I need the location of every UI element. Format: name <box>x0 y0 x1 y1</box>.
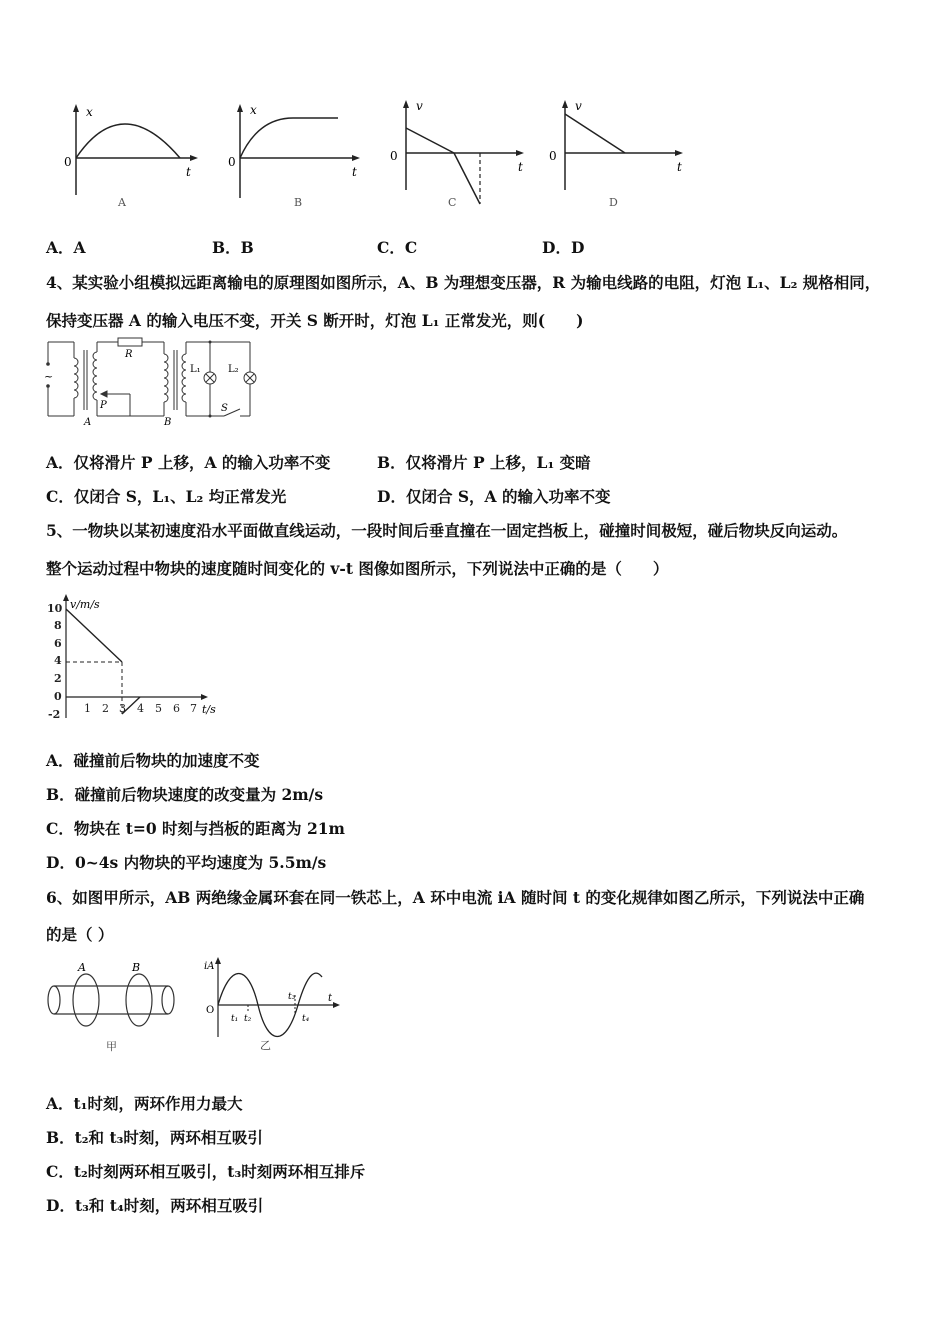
q5-vt-graph <box>44 592 229 727</box>
q3c-origin: 0 <box>390 149 398 163</box>
q3-option-a[interactable]: A．A <box>46 238 86 257</box>
q3d-xlabel: t <box>677 160 682 174</box>
ring-a-label: A <box>78 961 86 974</box>
q6-option-b[interactable]: B．t₂和 t₃时刻，两环相互吸引 <box>46 1128 263 1147</box>
xtick-3: 3 <box>119 702 126 715</box>
yi-t2: t₂ <box>244 1014 252 1024</box>
q3b-origin: 0 <box>228 155 236 169</box>
q5-stem-line2: 整个运动过程中物块的速度随时间变化的 v-t 图像如图所示，下列说法中正确的是（ ） <box>46 559 669 578</box>
q3-graph-a <box>52 100 202 215</box>
switch-label: S <box>221 403 228 414</box>
xtick-4: 4 <box>137 702 144 715</box>
q3a-origin: 0 <box>64 155 72 169</box>
figure-jia-caption: 甲 <box>106 1040 117 1053</box>
lamp-l1-label: L₁ <box>190 364 201 375</box>
resistor-label: R <box>125 349 133 360</box>
q6-figure-jia <box>44 958 184 1058</box>
ytick-10: 10 <box>47 602 63 615</box>
q6-option-c[interactable]: C．t₂时刻两环相互吸引，t₃时刻两环相互排斥 <box>46 1162 366 1181</box>
q6-stem-line1: 6、如图甲所示，AB 两绝缘金属环套在同一铁芯上，A 环中电流 iA 随时间 t 的变化规律如图乙所示，下列说法中正确 <box>46 888 865 907</box>
q6-stem-line2: 的是（ ） <box>46 925 114 944</box>
q3-graph-b <box>218 100 368 215</box>
q6-figure-yi <box>198 955 348 1055</box>
figure-yi-caption: 乙 <box>260 1039 271 1052</box>
q5-option-b[interactable]: B．碰撞前后物块速度的改变量为 2m/s <box>46 785 324 804</box>
q3a-caption: A <box>118 196 126 209</box>
q4-stem-line2: 保持变压器 A 的输入电压不变，开关 S 断开时，灯泡 L₁ 正常发光，则( ) <box>46 311 584 330</box>
ytick-4: 4 <box>54 654 62 667</box>
q3b-caption: B <box>294 196 303 209</box>
q6-option-a[interactable]: A．t₁时刻，两环作用力最大 <box>46 1094 243 1113</box>
transformer-a-label: A <box>84 417 92 426</box>
yi-t1: t₁ <box>231 1014 239 1024</box>
yi-ylabel: iA <box>204 961 215 972</box>
yi-t4: t₄ <box>302 1014 310 1024</box>
ac-source-symbol: ~ <box>44 370 54 383</box>
q3d-origin: 0 <box>549 149 557 163</box>
q6-option-d[interactable]: D．t₃和 t₄时刻，两环相互吸引 <box>46 1196 264 1215</box>
lamp-l2-label: L₂ <box>228 364 239 375</box>
q3b-xlabel: t <box>352 165 357 179</box>
q3-graph-d <box>543 96 693 215</box>
q3c-caption: C <box>448 196 457 209</box>
q3-graph-c <box>382 96 532 215</box>
q3d-caption: D <box>609 196 618 209</box>
q4-option-a[interactable]: A．仅将滑片 P 上移，A 的输入功率不变 <box>46 453 331 472</box>
yi-xlabel: t <box>328 993 333 1004</box>
xtick-1: 1 <box>84 702 91 715</box>
slider-label: P <box>100 400 107 411</box>
q3a-ylabel: x <box>86 105 93 119</box>
q3-option-c[interactable]: C．C <box>377 238 418 257</box>
q4-stem-line1: 4、某实验小组模拟远距离输电的原理图如图所示，A、B 为理想变压器，R 为输电线路的电阻，灯泡 L₁、L₂ 规格相同， <box>46 273 881 292</box>
ytick-2: 2 <box>54 672 62 685</box>
xtick-6: 6 <box>173 702 180 715</box>
ytick-0: 0 <box>54 690 62 703</box>
ytick-8: 8 <box>54 619 62 632</box>
q4-option-b[interactable]: B．仅将滑片 P 上移，L₁ 变暗 <box>377 453 591 472</box>
q3b-ylabel: x <box>250 103 257 117</box>
q3-option-d[interactable]: D．D <box>542 238 585 257</box>
transformer-b-label: B <box>164 417 172 426</box>
ytick-6: 6 <box>54 637 62 650</box>
ytick-neg2: -2 <box>48 708 61 721</box>
xtick-5: 5 <box>155 702 162 715</box>
q5-option-c[interactable]: C．物块在 t=0 时刻与挡板的距离为 21m <box>46 819 345 838</box>
yi-t3: t₃ <box>288 992 296 1002</box>
q3c-ylabel: v <box>416 99 423 113</box>
q5-ylabel: v/m/s <box>70 598 100 611</box>
q4-option-c[interactable]: C．仅闭合 S，L₁、L₂ 均正常发光 <box>46 487 287 506</box>
q5-option-a[interactable]: A．碰撞前后物块的加速度不变 <box>46 751 260 770</box>
yi-origin: O <box>206 1005 215 1016</box>
q3c-xlabel: t <box>518 160 523 174</box>
q5-xlabel: t/s <box>202 703 216 716</box>
xtick-2: 2 <box>102 702 109 715</box>
q5-stem-line1: 5、一物块以某初速度沿水平面做直线运动，一段时间后垂直撞在一固定挡板上，碰撞时间极短，碰后物块反向运动。 <box>46 521 848 540</box>
q3d-ylabel: v <box>575 99 582 113</box>
ring-b-label: B <box>132 961 141 974</box>
q5-option-d[interactable]: D．0~4s 内物块的平均速度为 5.5m/s <box>46 853 327 872</box>
xtick-7: 7 <box>190 702 197 715</box>
q4-circuit-diagram <box>40 336 265 426</box>
q3a-xlabel: t <box>186 165 191 179</box>
q3-option-b[interactable]: B．B <box>212 238 254 257</box>
q4-option-d[interactable]: D．仅闭合 S，A 的输入功率不变 <box>377 487 611 506</box>
